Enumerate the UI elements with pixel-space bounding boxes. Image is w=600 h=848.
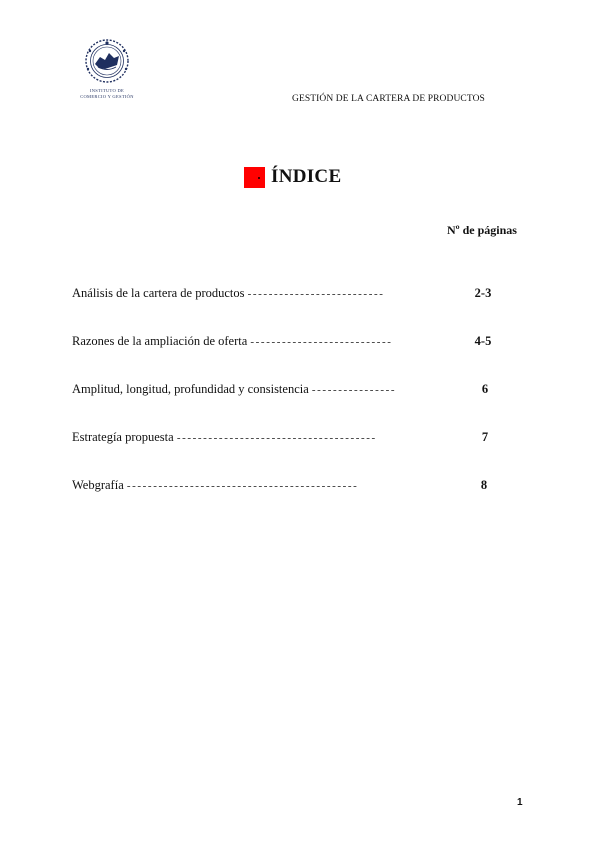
toc-entry-leader: -------------------------- <box>247 288 385 300</box>
toc-entry[interactable] <box>72 430 532 448</box>
toc-entry-label-wrapper <box>72 334 393 349</box>
document-header-title: GESTIÓN DE LA CARTERA DE PRODUCTOS <box>292 94 485 104</box>
toc-entry-label-wrapper <box>72 430 377 445</box>
toc-entry-leader: -------------------------------------------- <box>126 480 359 492</box>
page-title: ÍNDICE <box>271 166 342 187</box>
toc-entry-label: Razones de la ampliación de oferta <box>72 334 248 348</box>
toc-entry-leader: --------------------------- <box>250 336 393 348</box>
toc-entry[interactable] <box>72 382 532 400</box>
toc-entry-page: 7 <box>481 430 489 444</box>
index-heading <box>244 165 341 189</box>
toc-entry-label: Estrategía propuesta <box>72 430 174 444</box>
toc-entry-page: 6 <box>481 382 489 396</box>
logo-text-line1: INSTITUTO DE <box>89 88 125 93</box>
toc-entry-page: 8 <box>480 478 488 492</box>
pages-column-header: Nº de páginas <box>447 223 517 237</box>
toc-entry[interactable] <box>72 286 532 304</box>
toc-entry-page: 4-5 <box>474 334 492 348</box>
toc-entry-leader: ---------------- <box>311 384 397 396</box>
page-number: 1 <box>517 797 523 808</box>
logo-text-line2: COMERCIO Y GESTIÓN <box>80 94 134 99</box>
toc-entry-label-wrapper <box>72 478 358 493</box>
toc-entry-label: Amplitud, longitud, profundidad y consistencia <box>72 382 309 396</box>
toc-entry-page: 2-3 <box>474 286 492 300</box>
toc-entry-label-wrapper <box>72 382 396 397</box>
toc-entry-label: Análisis de la cartera de productos <box>72 286 245 300</box>
red-square-bullet-icon <box>244 167 265 188</box>
seal-icon <box>78 38 136 88</box>
toc-entry-label-wrapper <box>72 286 384 301</box>
toc-entry[interactable] <box>72 334 532 352</box>
institution-logo <box>78 38 136 102</box>
toc-entry[interactable] <box>72 478 532 496</box>
toc-entry-leader: -------------------------------------- <box>176 432 377 444</box>
toc-entry-label: Webgrafía <box>72 478 124 492</box>
bullet-dot <box>258 177 260 179</box>
